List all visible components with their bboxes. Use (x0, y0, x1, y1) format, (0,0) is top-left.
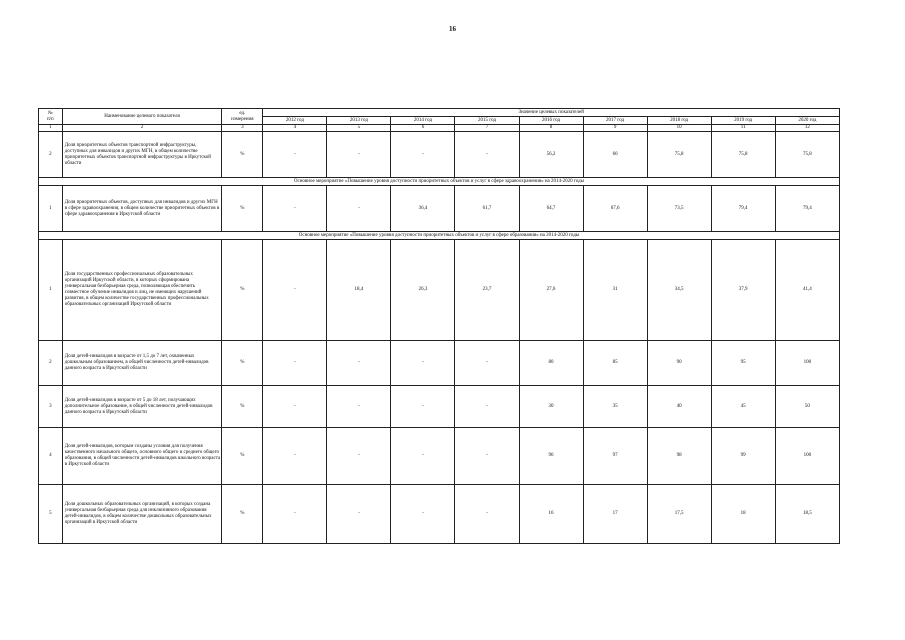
header-column-number: 4 (263, 125, 327, 132)
header-row-top (39, 109, 840, 117)
value-2014: 36,4 (391, 186, 455, 232)
value-2016: 96 (519, 428, 583, 485)
indicator-name: Доля детей-инвалидов, которым созданы условия для получения качественного начального общего, основного общего и среднего общего образования, в общей численности детей-инвалидов школьного возраста в Иркутской области (62, 428, 222, 485)
value-2016: 64,7 (519, 186, 583, 232)
value-2017: 35 (583, 386, 647, 428)
value-2014: - (391, 132, 455, 178)
value-2017: 67,6 (583, 186, 647, 232)
value-2019: 99 (711, 428, 775, 485)
unit: % (222, 240, 263, 341)
value-2018: 75,8 (647, 132, 711, 178)
table-row (39, 186, 840, 232)
row-number: 1 (39, 186, 63, 232)
header-name: Наименование целевого показателя (62, 109, 222, 125)
value-2015: - (455, 485, 519, 544)
value-2012: - (263, 341, 327, 386)
table-row (39, 240, 840, 341)
unit: % (222, 132, 263, 178)
header-column-numbers-row (39, 125, 840, 132)
value-2020: 100 (775, 341, 839, 386)
header-column-number: 7 (455, 125, 519, 132)
table-row (39, 132, 840, 178)
header-column-number: 3 (222, 125, 263, 132)
value-2018: 34,5 (647, 240, 711, 341)
header-num: № п/п (39, 109, 63, 125)
indicator-name: Доля государственных профессиональных образовательных организаций Иркутской области, в которых сформирована универсальная безбарьерная среда, позволяющая обеспечить совместное обучение инвалидов и лиц, не имеющих нарушений развития, в общем количестве государственных профессиональных образовательных организаций Иркутской области (62, 240, 222, 341)
header-column-number: 8 (519, 125, 583, 132)
value-2019: 18 (711, 485, 775, 544)
value-2019: 37,9 (711, 240, 775, 341)
header-column-number: 6 (391, 125, 455, 132)
value-2020: 79,4 (775, 186, 839, 232)
row-number: 2 (39, 341, 63, 386)
header-unit: ед. измерения (222, 109, 263, 125)
section-heading: Основное мероприятие «Повышение уровня доступности приоритетных объектов и услуг в сфере образования» на 2014-2020 годы (39, 232, 840, 240)
header-year-2018: 2018 год (647, 117, 711, 125)
value-2012: - (263, 386, 327, 428)
value-2016: 56,2 (519, 132, 583, 178)
indicator-name: Доля детей-инвалидов в возрасте от 5 до 18 лет, получающих дополнительное образование, в общей численности детей-инвалидов данного возраста в Иркутской области (62, 386, 222, 428)
value-2016: 30 (519, 386, 583, 428)
header-column-number: 10 (647, 125, 711, 132)
header-year-2017: 2017 год (583, 117, 647, 125)
header-year-2013: 2013 год (327, 117, 391, 125)
row-number: 4 (39, 428, 63, 485)
header-year-2012: 2012 год (263, 117, 327, 125)
value-2014: - (391, 428, 455, 485)
header-column-number: 2 (62, 125, 222, 132)
value-2012: - (263, 186, 327, 232)
value-2020: 50 (775, 386, 839, 428)
header-column-number: 12 (775, 125, 839, 132)
value-2020: 100 (775, 428, 839, 485)
indicator-name: Доля детей-инвалидов в возрасте от 1,5 до 7 лет, охваченных дошкольным образованием, в общей численности детей-инвалидов данного возраста в Иркутской области (62, 341, 222, 386)
table-row (39, 428, 840, 485)
target-indicators-table (38, 108, 840, 544)
value-2014: - (391, 485, 455, 544)
header-year-2015: 2015 год (455, 117, 519, 125)
value-2019: 79,4 (711, 186, 775, 232)
value-2013: - (327, 186, 391, 232)
value-2012: - (263, 132, 327, 178)
unit: % (222, 186, 263, 232)
value-2013: - (327, 341, 391, 386)
value-2018: 98 (647, 428, 711, 485)
value-2015: - (455, 386, 519, 428)
value-2018: 17,5 (647, 485, 711, 544)
value-2019: 45 (711, 386, 775, 428)
value-2016: 27,6 (519, 240, 583, 341)
header-column-number: 5 (327, 125, 391, 132)
value-2013: - (327, 428, 391, 485)
value-2017: 97 (583, 428, 647, 485)
value-2018: 40 (647, 386, 711, 428)
value-2013: - (327, 485, 391, 544)
value-2012: - (263, 240, 327, 341)
value-2017: 31 (583, 240, 647, 341)
row-number: 2 (39, 132, 63, 178)
value-2015: - (455, 428, 519, 485)
value-2019: 75,8 (711, 132, 775, 178)
section-heading: Основное мероприятие «Повышение уровня доступности приоритетных объектов и услуг в сфере здравоохранения» на 2014-2020 годы (39, 178, 840, 186)
value-2013: 18,4 (327, 240, 391, 341)
value-2012: - (263, 485, 327, 544)
value-2020: 18,5 (775, 485, 839, 544)
value-2016: 80 (519, 341, 583, 386)
indicator-name: Доля дошкольных образовательных организаций, в которых создана универсальная безбарьерная среда для инклюзивного образования детей-инвалидов, в общем количестве дошкольных образовательных организаций в Иркутской области (62, 485, 222, 544)
value-2015: 61,7 (455, 186, 519, 232)
header-column-number: 9 (583, 125, 647, 132)
table-row (39, 485, 840, 544)
value-2013: - (327, 386, 391, 428)
value-2019: 95 (711, 341, 775, 386)
value-2015: - (455, 341, 519, 386)
value-2016: 16 (519, 485, 583, 544)
table-row (39, 341, 840, 386)
value-2017: 17 (583, 485, 647, 544)
value-2018: 90 (647, 341, 711, 386)
header-year-2019: 2019 год (711, 117, 775, 125)
indicator-name: Доля приоритетных объектов транспортной инфраструктуры, доступных для инвалидов и других МГН, в общем количестве приоритетных объектов транспортной инфраструктуры в Иркутской области (62, 132, 222, 178)
indicator-name: Доля приоритетных объектов, доступных для инвалидов и других МГН в сфере здравоохранения, в общем количестве приоритетных объектов в сфере здравоохранения в Иркутской области (62, 186, 222, 232)
value-2020: 75,8 (775, 132, 839, 178)
page-number: 16 (449, 25, 456, 33)
section-heading-row (39, 178, 840, 186)
table-row (39, 386, 840, 428)
value-2018: 73,5 (647, 186, 711, 232)
value-2015: - (455, 132, 519, 178)
header-column-number: 1 (39, 125, 63, 132)
value-2014: - (391, 386, 455, 428)
row-number: 1 (39, 240, 63, 341)
value-2020: 41,4 (775, 240, 839, 341)
header-values-group: Значение целевых показателей (263, 109, 840, 117)
section-heading-row (39, 232, 840, 240)
unit: % (222, 341, 263, 386)
value-2015: 23,7 (455, 240, 519, 341)
row-number: 3 (39, 386, 63, 428)
row-number: 5 (39, 485, 63, 544)
value-2013: - (327, 132, 391, 178)
unit: % (222, 386, 263, 428)
value-2014: 26,3 (391, 240, 455, 341)
value-2017: 85 (583, 341, 647, 386)
header-year-2014: 2014 год (391, 117, 455, 125)
value-2017: 66 (583, 132, 647, 178)
header-column-number: 11 (711, 125, 775, 132)
header-year-2016: 2016 год (519, 117, 583, 125)
unit: % (222, 485, 263, 544)
value-2012: - (263, 428, 327, 485)
unit: % (222, 428, 263, 485)
header-year-2020: 2020 год (775, 117, 839, 125)
value-2014: - (391, 341, 455, 386)
